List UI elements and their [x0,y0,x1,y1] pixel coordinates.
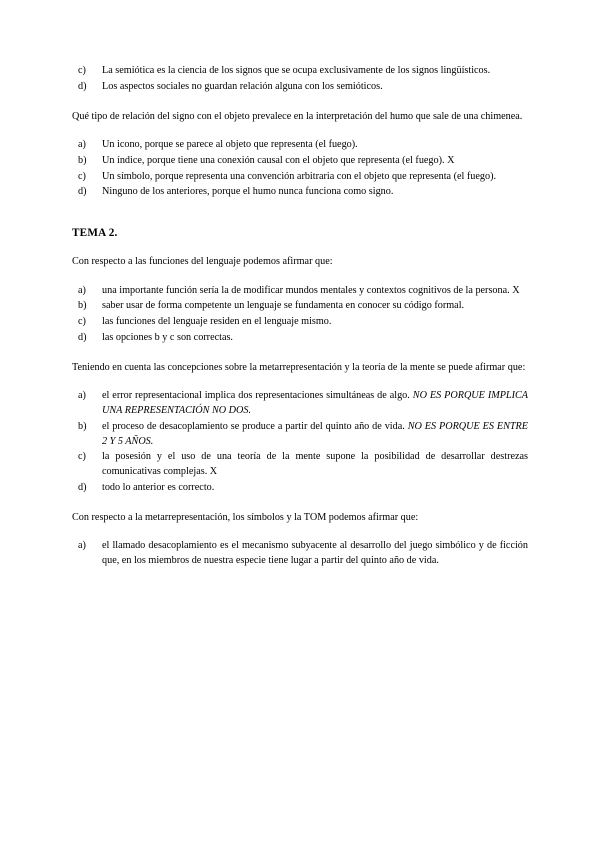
option-marker: a) [78,284,86,296]
option-item [72,299,528,314]
option-item [72,64,528,79]
options-list-4 [72,389,528,495]
spacer [72,525,528,539]
option-text: todo lo anterior es correcto. [102,481,215,493]
option-text: la posesión y el uso de una teoría de la mente supone la posibilidad de desarrollar destrezas comunicativas complejas. X [102,451,528,478]
option-item [72,284,528,299]
option-item [72,80,528,95]
spacer [72,96,528,110]
options-list-1 [72,64,528,95]
option-text: saber usar de forma competente un lenguaje se fundamenta en conocer su código formal. [102,300,465,312]
document-content [72,64,528,570]
spacer [72,239,528,255]
option-marker: b) [78,300,87,312]
option-marker: c) [78,451,86,463]
option-text: el llamado desacoplamiento es el mecanismo subyacente al desarrollo del juego simbólico y de ficción que, en los miembros de nuestra especie tiene lugar a partir del quinto año de vida. [102,540,528,566]
option-text: Los aspectos sociales no guardan relación alguna con los semióticos. [102,80,383,92]
option-marker: d) [78,481,87,493]
option-item [72,154,528,169]
option-text: La semiótica es la ciencia de los signos que se ocupa exclusivamente de los signos lingüísticos. [102,65,491,76]
option-item [72,481,528,496]
option-item [72,170,528,185]
spacer [72,270,528,284]
option-marker: c) [78,316,86,328]
option-item [72,450,528,480]
option-item [72,315,528,330]
option-item [72,138,528,153]
question-paragraph-4: Con respecto a la metarrepresentación, los símbolos y la TOM podemos afirmar que: [72,511,419,523]
option-item [72,331,528,346]
option-marker: d) [78,186,87,198]
spacer [72,347,528,361]
option-item [72,539,528,569]
option-text: una importante función sería la de modificar mundos mentales y contextos cognitivos de la persona. X [102,284,520,296]
option-text: Un icono, porque se parece al objeto que representa (el fuego). [102,139,358,151]
option-item [72,185,528,200]
option-text: Ninguno de los anteriores, porque el humo nunca funciona como signo. [102,186,394,198]
option-text: el error representacional implica dos representaciones simultáneas de algo. [102,390,413,402]
option-marker: b) [78,154,87,166]
question-paragraph-2: Con respecto a las funciones del lenguaje podemos afirmar que: [72,256,333,268]
question-paragraph-1: Qué tipo de relación del signo con el objeto prevalece en la interpretación del humo que sale de una chimenea. [72,110,523,122]
option-text: las funciones del lenguaje residen en el lenguaje mismo. [102,316,332,328]
option-text: el proceso de desacoplamiento se produce a partir del quinto año de vida. [102,420,408,432]
option-text: Un símbolo, porque representa una convención arbitraria con el objeto que representa (el fuego). [102,170,497,182]
spacer [72,124,528,138]
option-marker: b) [78,420,87,432]
option-marker: a) [78,540,86,552]
option-marker: c) [78,170,86,182]
option-marker: a) [78,139,86,151]
option-text: Un índice, porque tiene una conexión causal con el objeto que representa (el fuego). X [102,154,455,166]
option-marker: d) [78,332,87,343]
section-heading-tema-2: TEMA 2. [72,227,118,240]
option-text: las opciones b y c son correctas. [102,332,233,343]
option-marker: a) [78,390,86,402]
question-paragraph-3: Teniendo en cuenta las concepciones sobre la metarrepresentación y la teoría de la mente se puede afirmar que: [72,361,526,373]
option-item [72,389,528,419]
spacer [72,375,528,389]
spacer [72,201,528,227]
options-list-3 [72,284,528,346]
option-marker: d) [78,80,87,92]
option-annotation: NO ES PORQUE ES ENTRE 2 Y 5 AÑOS. [102,420,528,447]
option-marker: c) [78,65,86,76]
options-list-5 [72,539,528,569]
option-annotation: NO ES PORQUE IMPLICA UNA REPRESENTACIÓN NO DOS. [102,390,529,417]
options-list-2 [72,138,528,200]
spacer [72,497,528,511]
option-item [72,420,528,450]
